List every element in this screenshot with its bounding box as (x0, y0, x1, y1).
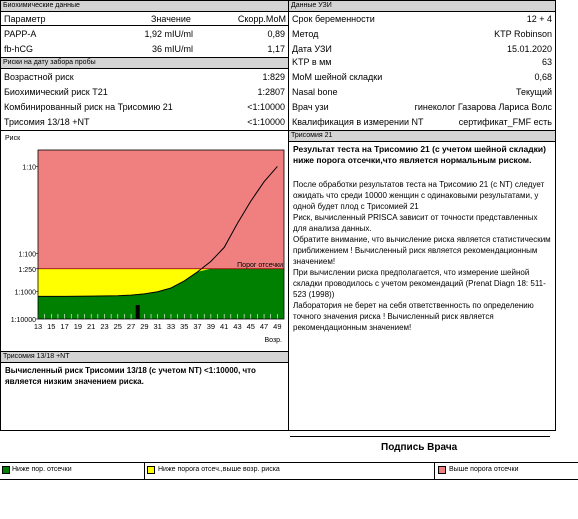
risk-value: 1:2807 (257, 87, 285, 97)
risk-name: Биохимический риск T21 (4, 87, 108, 97)
usi-label: Метод (292, 29, 319, 39)
x-tick-label: 25 (113, 322, 122, 331)
t1318-title: Трисомия 13/18 +NT (1, 352, 288, 363)
x-tick-label: 19 (73, 322, 83, 331)
x-tick-label: 23 (100, 322, 109, 331)
zone-above-threshold (38, 150, 284, 269)
t21-panel (288, 130, 556, 431)
usi-label: Квалификация в измерении NT (292, 117, 424, 127)
risk-name: Возрастной риск (4, 72, 74, 82)
legend-label-above: Выше порога отсечки (449, 466, 519, 473)
usi-label: Дата УЗИ (292, 44, 332, 54)
x-tick-label: 47 (259, 322, 269, 331)
risks-title: Риски на дату забора пробы (1, 58, 288, 69)
legend-label-below: Ниже пор. отсечки (12, 466, 72, 473)
signature-label: Подпись Врача (381, 442, 458, 453)
usi-row (289, 28, 555, 40)
usi-value: 0,68 (534, 72, 552, 82)
biochem-title: Биохимические данные (1, 1, 288, 12)
usi-value: гинеколог Газарова Лариса Волс (414, 102, 552, 112)
risk-value: <1:10000 (247, 117, 285, 127)
x-tick-label: 45 (246, 322, 255, 331)
param-mom: 1,17 (267, 44, 285, 54)
t21-body: После обработки результатов теста на Трисомию 21 (с NT) следует ожидать что среди 10000 женщин с одинаковыми результатами, у одной будет плод с Трисомией 21 Риск, вычисленный PRISCA зависит от точности представленных для анализа данных. Обратите внимание, что вычисление риска является статистическим приближением ! Вычисленный риск является рекомендационным значением! При вычислении риска предполагается, что измерение шейной складки проводилось с учетом рекомендаций (Prenat Diagn 18: 511-523 (1998)) Лаборатория не берет на себя ответственность по определению точного значения риска ! Вычисленный риск является рекомендационным значением! (293, 180, 551, 332)
usi-row (289, 43, 555, 55)
x-tick-label: 31 (153, 322, 162, 331)
legend-swatch-yellow (147, 466, 155, 474)
risk-row (1, 101, 288, 113)
biochem-header-row (1, 13, 288, 26)
usi-value: Текущий (516, 87, 552, 97)
usi-row (289, 13, 555, 25)
y-tick-label: 1:250 (18, 266, 36, 274)
legend-label-mid: Ниже порога отсеч.,выше возр. риска (158, 466, 280, 473)
x-tick-label: 35 (180, 322, 189, 331)
param-value: 1,92 mIU/ml (144, 29, 193, 39)
col-value: Значение (151, 14, 191, 24)
t21-title: Трисомия 21 (289, 131, 555, 142)
risk-value: <1:10000 (247, 102, 285, 112)
risk-name: Трисомия 13/18 +NT (4, 117, 90, 127)
param-name: fb-hCG (4, 44, 34, 54)
x-tick-label: 37 (193, 322, 202, 331)
risk-chart (1, 131, 288, 351)
usi-row (289, 71, 555, 83)
legend-divider (434, 463, 435, 479)
patient-marker (136, 305, 140, 319)
x-tick-label: 29 (140, 322, 149, 331)
col-mom: Скорр.МоМ (237, 14, 286, 24)
usi-label: Срок беременности (292, 14, 375, 24)
x-tick-label: 41 (219, 322, 229, 331)
chart-title: Риск (5, 135, 21, 142)
y-tick-label: 1:1000 (14, 289, 36, 297)
y-tick-label: 1:100 (18, 251, 36, 259)
usi-title: Данные УЗИ (289, 1, 555, 12)
param-value: 36 mIU/ml (151, 44, 193, 54)
usi-label: KTP в мм (292, 57, 332, 67)
x-tick-label: 21 (87, 322, 96, 331)
risk-row (1, 86, 288, 98)
risk-chart-panel (0, 130, 289, 352)
threshold-label: Порог отсечки (237, 261, 283, 269)
col-param: Параметр (4, 14, 46, 24)
x-tick-label: 39 (206, 322, 216, 331)
usi-value: 63 (541, 57, 552, 67)
x-tick-label: 33 (166, 322, 176, 331)
risks-panel (0, 57, 289, 131)
legend-divider (144, 463, 145, 479)
risk-row (1, 116, 288, 128)
param-name: PAPP-A (4, 29, 37, 39)
usi-label: Nasal bone (292, 87, 338, 97)
legend-swatch-red (438, 466, 446, 474)
risk-value: 1:829 (262, 72, 285, 82)
usi-row (289, 86, 555, 98)
y-tick-label: 1:10 (22, 164, 36, 172)
usi-value: KTP Robinson (494, 29, 552, 39)
x-tick-label: 17 (60, 322, 69, 331)
risk-row (1, 71, 288, 83)
x-tick-label: 15 (47, 322, 56, 331)
biochem-panel (0, 0, 289, 58)
usi-value: 15.01.2020 (506, 44, 552, 54)
legend-bar (0, 462, 578, 480)
x-axis-label: Возр. (264, 337, 282, 344)
y-tick-label: 1:10000 (10, 317, 36, 324)
legend-swatch-green (2, 466, 10, 474)
signature-line (290, 436, 550, 437)
usi-panel (288, 0, 556, 131)
usi-value: сертификат_FMF есть (458, 117, 552, 127)
biochem-row (1, 28, 288, 40)
biochem-row (1, 43, 288, 55)
x-tick-label: 13 (33, 322, 43, 331)
usi-row (289, 116, 555, 128)
usi-label: MoM шейной складки (292, 72, 383, 82)
t1318-panel (0, 351, 289, 431)
param-mom: 0,89 (267, 29, 285, 39)
usi-value: 12 + 4 (526, 14, 552, 24)
risk-name: Комбинированный риск на Трисомию 21 (4, 102, 173, 112)
x-tick-label: 49 (273, 322, 282, 331)
t1318-text: Вычисленный риск Трисомии 13/18 (с учетом NT) <1:10000, что является низким значением риска. (5, 366, 256, 386)
usi-row (289, 56, 555, 68)
t21-headline: Результат теста на Трисомию 21 (с учетом шейной складки) ниже порога отсечки,что является нормальным риском. (293, 144, 546, 165)
usi-row (289, 101, 555, 113)
x-tick-label: 43 (233, 322, 242, 331)
x-tick-label: 27 (126, 322, 136, 331)
usi-label: Врач узи (292, 102, 329, 112)
